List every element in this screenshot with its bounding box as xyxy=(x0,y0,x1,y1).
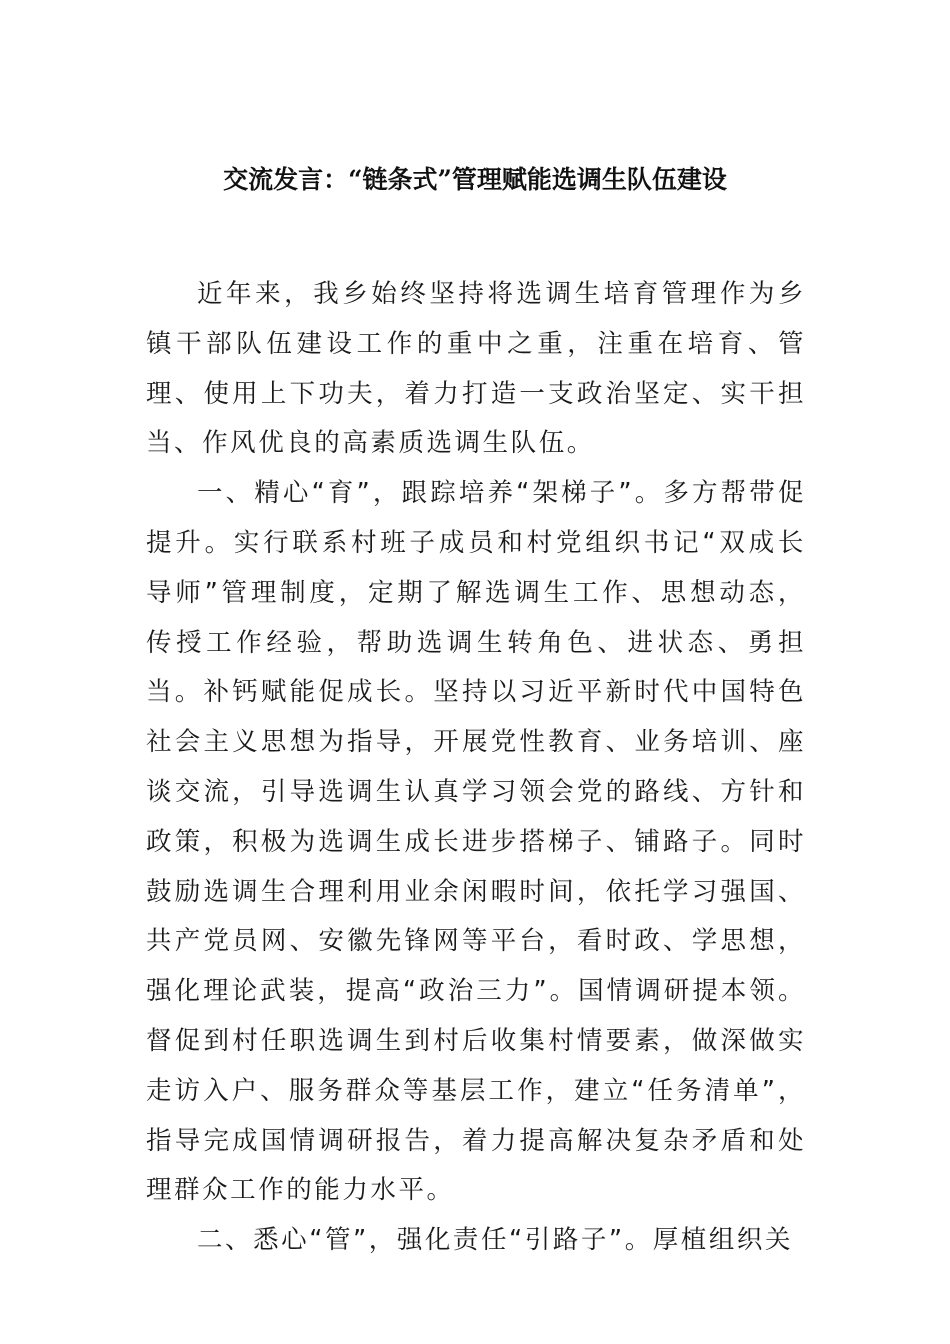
paragraph-section-two: 二、悉心“管”，强化责任“引路子”。厚植组织关 xyxy=(197,1225,793,1256)
paragraph-intro: 近年来，我乡始终坚持将选调生培育管理作为乡镇干部队伍建设工作的重中之重，注重在培育、管理、使用上下功夫，着力打造一支政治坚定、实干担当、作风优良的高素质选调生队伍。 xyxy=(146,279,806,459)
paragraph-section-one: 一、精心“育”，跟踪培养“架梯子”。多方帮带促提升。实行联系村班子成员和村党组织书记“双成长导师”管理制度，定期了解选调生工作、思想动态，传授工作经验，帮助选调生转角色、进状态、勇担当。补钙赋能促成长。坚持以习近平新时代中国特色社会主义思想为指导，开展党性教育、业务培训、座谈交流，引导选调生认真学习领会党的路线、方针和政策，积极为选调生成长进步搭梯子、铺路子。同时鼓励选调生合理利用业余闲暇时间，依托学习强国、共产党员网、安徽先锋网等平台，看时政、学思想，强化理论武装，提高“政治三力”。国情调研提本领。督促到村任职选调生到村后收集村情要素，做深做实走访入户、服务群众等基层工作，建立“任务清单”，指导完成国情调研报告，着力提高解决复杂矛盾和处理群众工作的能力水平。 xyxy=(146,478,806,1206)
document-body xyxy=(146,270,806,1266)
document-title: 交流发言：“链条式”管理赋能选调生队伍建设 xyxy=(223,165,727,194)
